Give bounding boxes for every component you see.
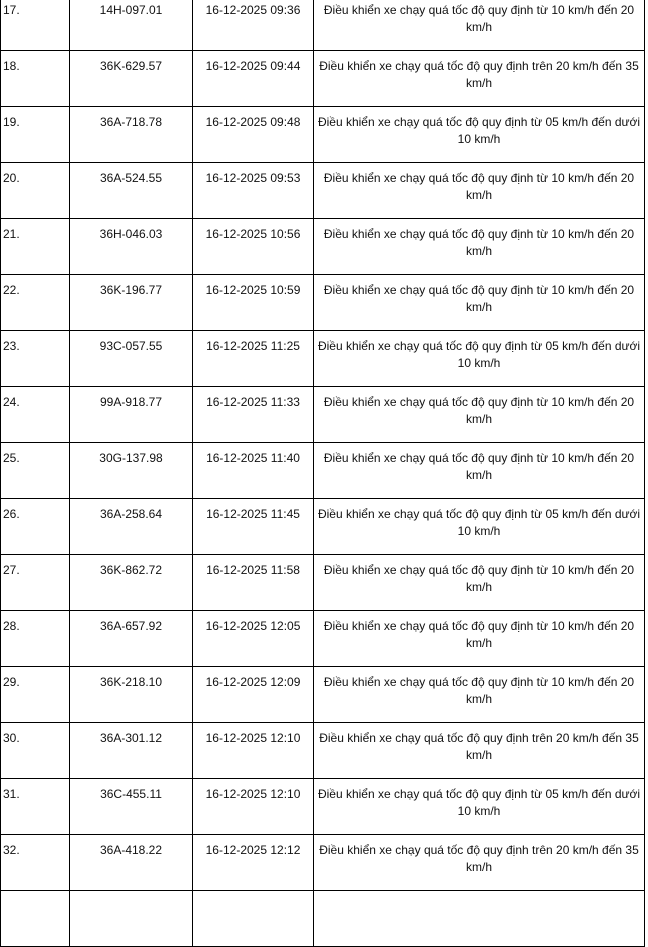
row-index: 29. bbox=[1, 667, 70, 723]
row-index: 23. bbox=[1, 331, 70, 387]
violation-time: 16-12-2025 11:45 bbox=[193, 499, 314, 555]
table-row bbox=[1, 275, 645, 331]
row-index: 30. bbox=[1, 723, 70, 779]
row-index: 28. bbox=[1, 611, 70, 667]
violation-time: 16-12-2025 09:53 bbox=[193, 163, 314, 219]
license-plate: 36K-862.72 bbox=[70, 555, 193, 611]
violation-description bbox=[314, 891, 645, 947]
license-plate: 30G-137.98 bbox=[70, 443, 193, 499]
license-plate: 36K-218.10 bbox=[70, 667, 193, 723]
violation-time: 16-12-2025 11:33 bbox=[193, 387, 314, 443]
violation-time: 16-12-2025 12:10 bbox=[193, 779, 314, 835]
violation-description: Điều khiển xe chạy quá tốc độ quy định từ 10 km/h đến 20 km/h bbox=[314, 0, 645, 51]
violation-time: 16-12-2025 11:25 bbox=[193, 331, 314, 387]
violation-time: 16-12-2025 10:59 bbox=[193, 275, 314, 331]
row-index: 32. bbox=[1, 835, 70, 891]
table-row bbox=[1, 891, 645, 947]
table-row bbox=[1, 443, 645, 499]
table-row bbox=[1, 387, 645, 443]
table-row bbox=[1, 219, 645, 275]
violation-description: Điều khiển xe chạy quá tốc độ quy định từ 05 km/h đến dưới 10 km/h bbox=[314, 499, 645, 555]
table-row bbox=[1, 163, 645, 219]
row-index bbox=[1, 891, 70, 947]
table-row bbox=[1, 0, 645, 51]
row-index: 26. bbox=[1, 499, 70, 555]
violation-description: Điều khiển xe chạy quá tốc độ quy định từ 10 km/h đến 20 km/h bbox=[314, 275, 645, 331]
table-row bbox=[1, 667, 645, 723]
license-plate: 36C-455.11 bbox=[70, 779, 193, 835]
violation-time: 16-12-2025 09:36 bbox=[193, 0, 314, 51]
violation-time: 16-12-2025 11:40 bbox=[193, 443, 314, 499]
table-row bbox=[1, 835, 645, 891]
license-plate: 36A-718.78 bbox=[70, 107, 193, 163]
row-index: 18. bbox=[1, 51, 70, 107]
row-index: 19. bbox=[1, 107, 70, 163]
violation-description: Điều khiển xe chạy quá tốc độ quy định từ 10 km/h đến 20 km/h bbox=[314, 667, 645, 723]
violation-description: Điều khiển xe chạy quá tốc độ quy định từ 05 km/h đến dưới 10 km/h bbox=[314, 107, 645, 163]
violation-description: Điều khiển xe chạy quá tốc độ quy định từ 10 km/h đến 20 km/h bbox=[314, 443, 645, 499]
violation-time: 16-12-2025 10:56 bbox=[193, 219, 314, 275]
license-plate: 36H-046.03 bbox=[70, 219, 193, 275]
license-plate: 36A-258.64 bbox=[70, 499, 193, 555]
violation-time: 16-12-2025 09:44 bbox=[193, 51, 314, 107]
license-plate: 36K-629.57 bbox=[70, 51, 193, 107]
violation-description: Điều khiển xe chạy quá tốc độ quy định từ 05 km/h đến dưới 10 km/h bbox=[314, 331, 645, 387]
violation-description: Điều khiển xe chạy quá tốc độ quy định từ 10 km/h đến 20 km/h bbox=[314, 387, 645, 443]
violation-description: Điều khiển xe chạy quá tốc độ quy định từ 10 km/h đến 20 km/h bbox=[314, 219, 645, 275]
violation-time: 16-12-2025 12:05 bbox=[193, 611, 314, 667]
violation-time bbox=[193, 891, 314, 947]
license-plate: 93C-057.55 bbox=[70, 331, 193, 387]
row-index: 31. bbox=[1, 779, 70, 835]
violation-description: Điều khiển xe chạy quá tốc độ quy định từ 05 km/h đến dưới 10 km/h bbox=[314, 779, 645, 835]
table-row bbox=[1, 499, 645, 555]
table-row bbox=[1, 611, 645, 667]
violation-description: Điều khiển xe chạy quá tốc độ quy định từ 10 km/h đến 20 km/h bbox=[314, 611, 645, 667]
violation-description: Điều khiển xe chạy quá tốc độ quy định trên 20 km/h đến 35 km/h bbox=[314, 51, 645, 107]
table-row bbox=[1, 723, 645, 779]
row-index: 21. bbox=[1, 219, 70, 275]
violation-time: 16-12-2025 09:48 bbox=[193, 107, 314, 163]
table-row bbox=[1, 331, 645, 387]
violation-time: 16-12-2025 12:10 bbox=[193, 723, 314, 779]
violation-description: Điều khiển xe chạy quá tốc độ quy định trên 20 km/h đến 35 km/h bbox=[314, 723, 645, 779]
row-index: 25. bbox=[1, 443, 70, 499]
table-row bbox=[1, 107, 645, 163]
license-plate: 99A-918.77 bbox=[70, 387, 193, 443]
violation-description: Điều khiển xe chạy quá tốc độ quy định từ 10 km/h đến 20 km/h bbox=[314, 555, 645, 611]
license-plate: 14H-097.01 bbox=[70, 0, 193, 51]
table-row bbox=[1, 555, 645, 611]
license-plate: 36A-657.92 bbox=[70, 611, 193, 667]
violations-table-body bbox=[1, 0, 645, 947]
row-index: 24. bbox=[1, 387, 70, 443]
license-plate bbox=[70, 891, 193, 947]
violation-description: Điều khiển xe chạy quá tốc độ quy định từ 10 km/h đến 20 km/h bbox=[314, 163, 645, 219]
license-plate: 36A-524.55 bbox=[70, 163, 193, 219]
row-index: 27. bbox=[1, 555, 70, 611]
table-row bbox=[1, 779, 645, 835]
violation-time: 16-12-2025 12:12 bbox=[193, 835, 314, 891]
row-index: 17. bbox=[1, 0, 70, 51]
row-index: 22. bbox=[1, 275, 70, 331]
table-row bbox=[1, 51, 645, 107]
license-plate: 36A-418.22 bbox=[70, 835, 193, 891]
license-plate: 36A-301.12 bbox=[70, 723, 193, 779]
row-index: 20. bbox=[1, 163, 70, 219]
violation-time: 16-12-2025 11:58 bbox=[193, 555, 314, 611]
license-plate: 36K-196.77 bbox=[70, 275, 193, 331]
violation-time: 16-12-2025 12:09 bbox=[193, 667, 314, 723]
violation-description: Điều khiển xe chạy quá tốc độ quy định trên 20 km/h đến 35 km/h bbox=[314, 835, 645, 891]
